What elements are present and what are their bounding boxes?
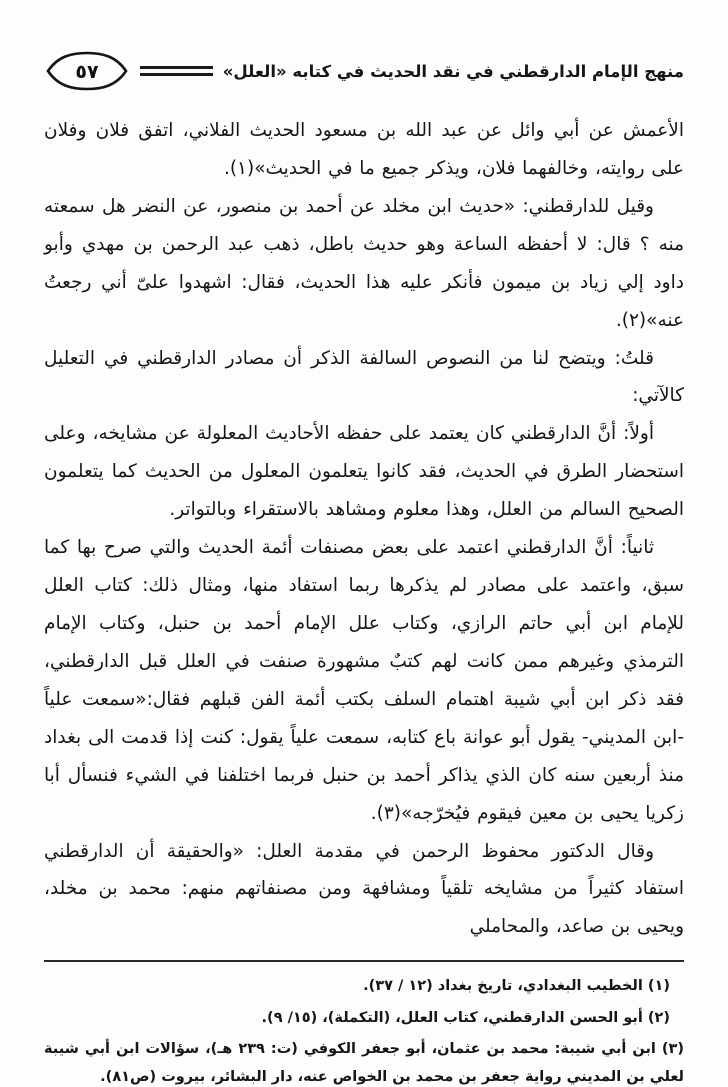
paragraph-first-point: أولاً: أنَّ الدارقطني كان يعتمد على حفظه الأحاديث المعلولة عن مشايخه، وعلى استحضار الطرق في الحديث، فقد كانوا يتعلمون المعلول من الحديث كما يتعلمون الصحيح السالم من العلل، وهذا معلوم ومشاهد بالاستقراء وبالتواتر. [44, 423, 684, 521]
body-text [44, 112, 684, 946]
footnote-separator [44, 960, 684, 962]
page-number-badge [44, 50, 130, 92]
footnote-2: (٢) أبو الحسن الدارقطني، كتاب العلل، (التكملة)، (١٥/ ٩). [261, 1009, 670, 1026]
page-number: ٥٧ [75, 61, 99, 83]
paragraph-second-point: ثانياً: أنَّ الدارقطني اعتمد على بعض مصنفات أئمة الحديث والتي صرح بها كما سبق، واعتمد على مصادر لم يذكرها ربما استفاد منها، ومثال ذلك: كتاب العلل للإمام ابن أبي حاتم الرازي، وكتاب علل الإمام أحمد بن حنبل، وكتاب الإمام الترمذي وغيرهم ممن كانت لهم كتبٌ مشهورة صنفت في العلل قبل الدارقطني، فقد ذكر ابن أبي شيبة اهتمام السلف بكتب أئمة الفن قبلهم فقال:«سمعت علياً -ابن المديني- يقول أبو عوانة باع كتابه، سمعت علياً يقول: كنت إذا قدمت الى بغداد منذ أربعين سنه كان الذي يذاكر أحمد بن حنبل فربما اختلفنا في الشيء فنسأل أبا زكريا يحيى بن معين فيقوم فيُخرّجه»(٣). [44, 537, 684, 824]
header-double-rule [140, 66, 213, 76]
paragraph-doctor-quote: وقال الدكتور محفوظ الرحمن في مقدمة العلل: «والحقيقة أن الدارقطني استفاد كثيراً من مشايخه تلقياً ومشافهة ومن مصنفاتهم منهم: محمد بن مخلد، ويحيى بن صاعد، والمحاملي [44, 840, 684, 938]
paragraph-continuation: الأعمش عن أبي وائل عن عبد الله بن مسعود الحديث الفلاني، اتفق فلان وفلان على روايته، وخالفهما فلان، ويذكر جميع ما في الحديث»(١). [44, 120, 684, 179]
paragraph-qultu: قلتُ: ويتضح لنا من النصوص السالفة الذكر أن مصادر الدارقطني في التعليل كالآتي: [44, 347, 684, 407]
running-title: منهج الإمام الدارقطني في نقد الحديث في كتابه «العلل» [222, 61, 684, 81]
footnote-1: (١) الخطيب البغدادي، تاريخ بغداد (١٢ / ٣٧). [363, 978, 670, 995]
paragraph-quote-dispute: وقيل للدارقطني: «حديث ابن مخلد عن أحمد بن منصور، عن النضر هل سمعته منه ؟ قال: لا أحفظه الساعة وهو حديث باطل، ذهب عبد الرحمن بن مهدي وأبو داود إلي زياد بن ميمون فأنكر عليه هذا الحديث، فقال: اشهدوا علىّ أني رجعتُ عنه»(٢). [44, 195, 684, 331]
footnote-3: (٣) ابن أبي شيبة: محمد بن عثمان، أبو جعفر الكوفي (ت: ٢٣٩ هـ)، سؤالات ابن أبي شيبة لعلي بن المديني رواية جعفر بن محمد بن الخواص عنه، دار البشائر، بيروت (ص٨١). [44, 1040, 684, 1086]
footnotes-section [44, 972, 684, 1087]
page-header [44, 50, 684, 92]
page-number-ornament-icon [44, 50, 130, 92]
page-content [0, 50, 728, 1087]
